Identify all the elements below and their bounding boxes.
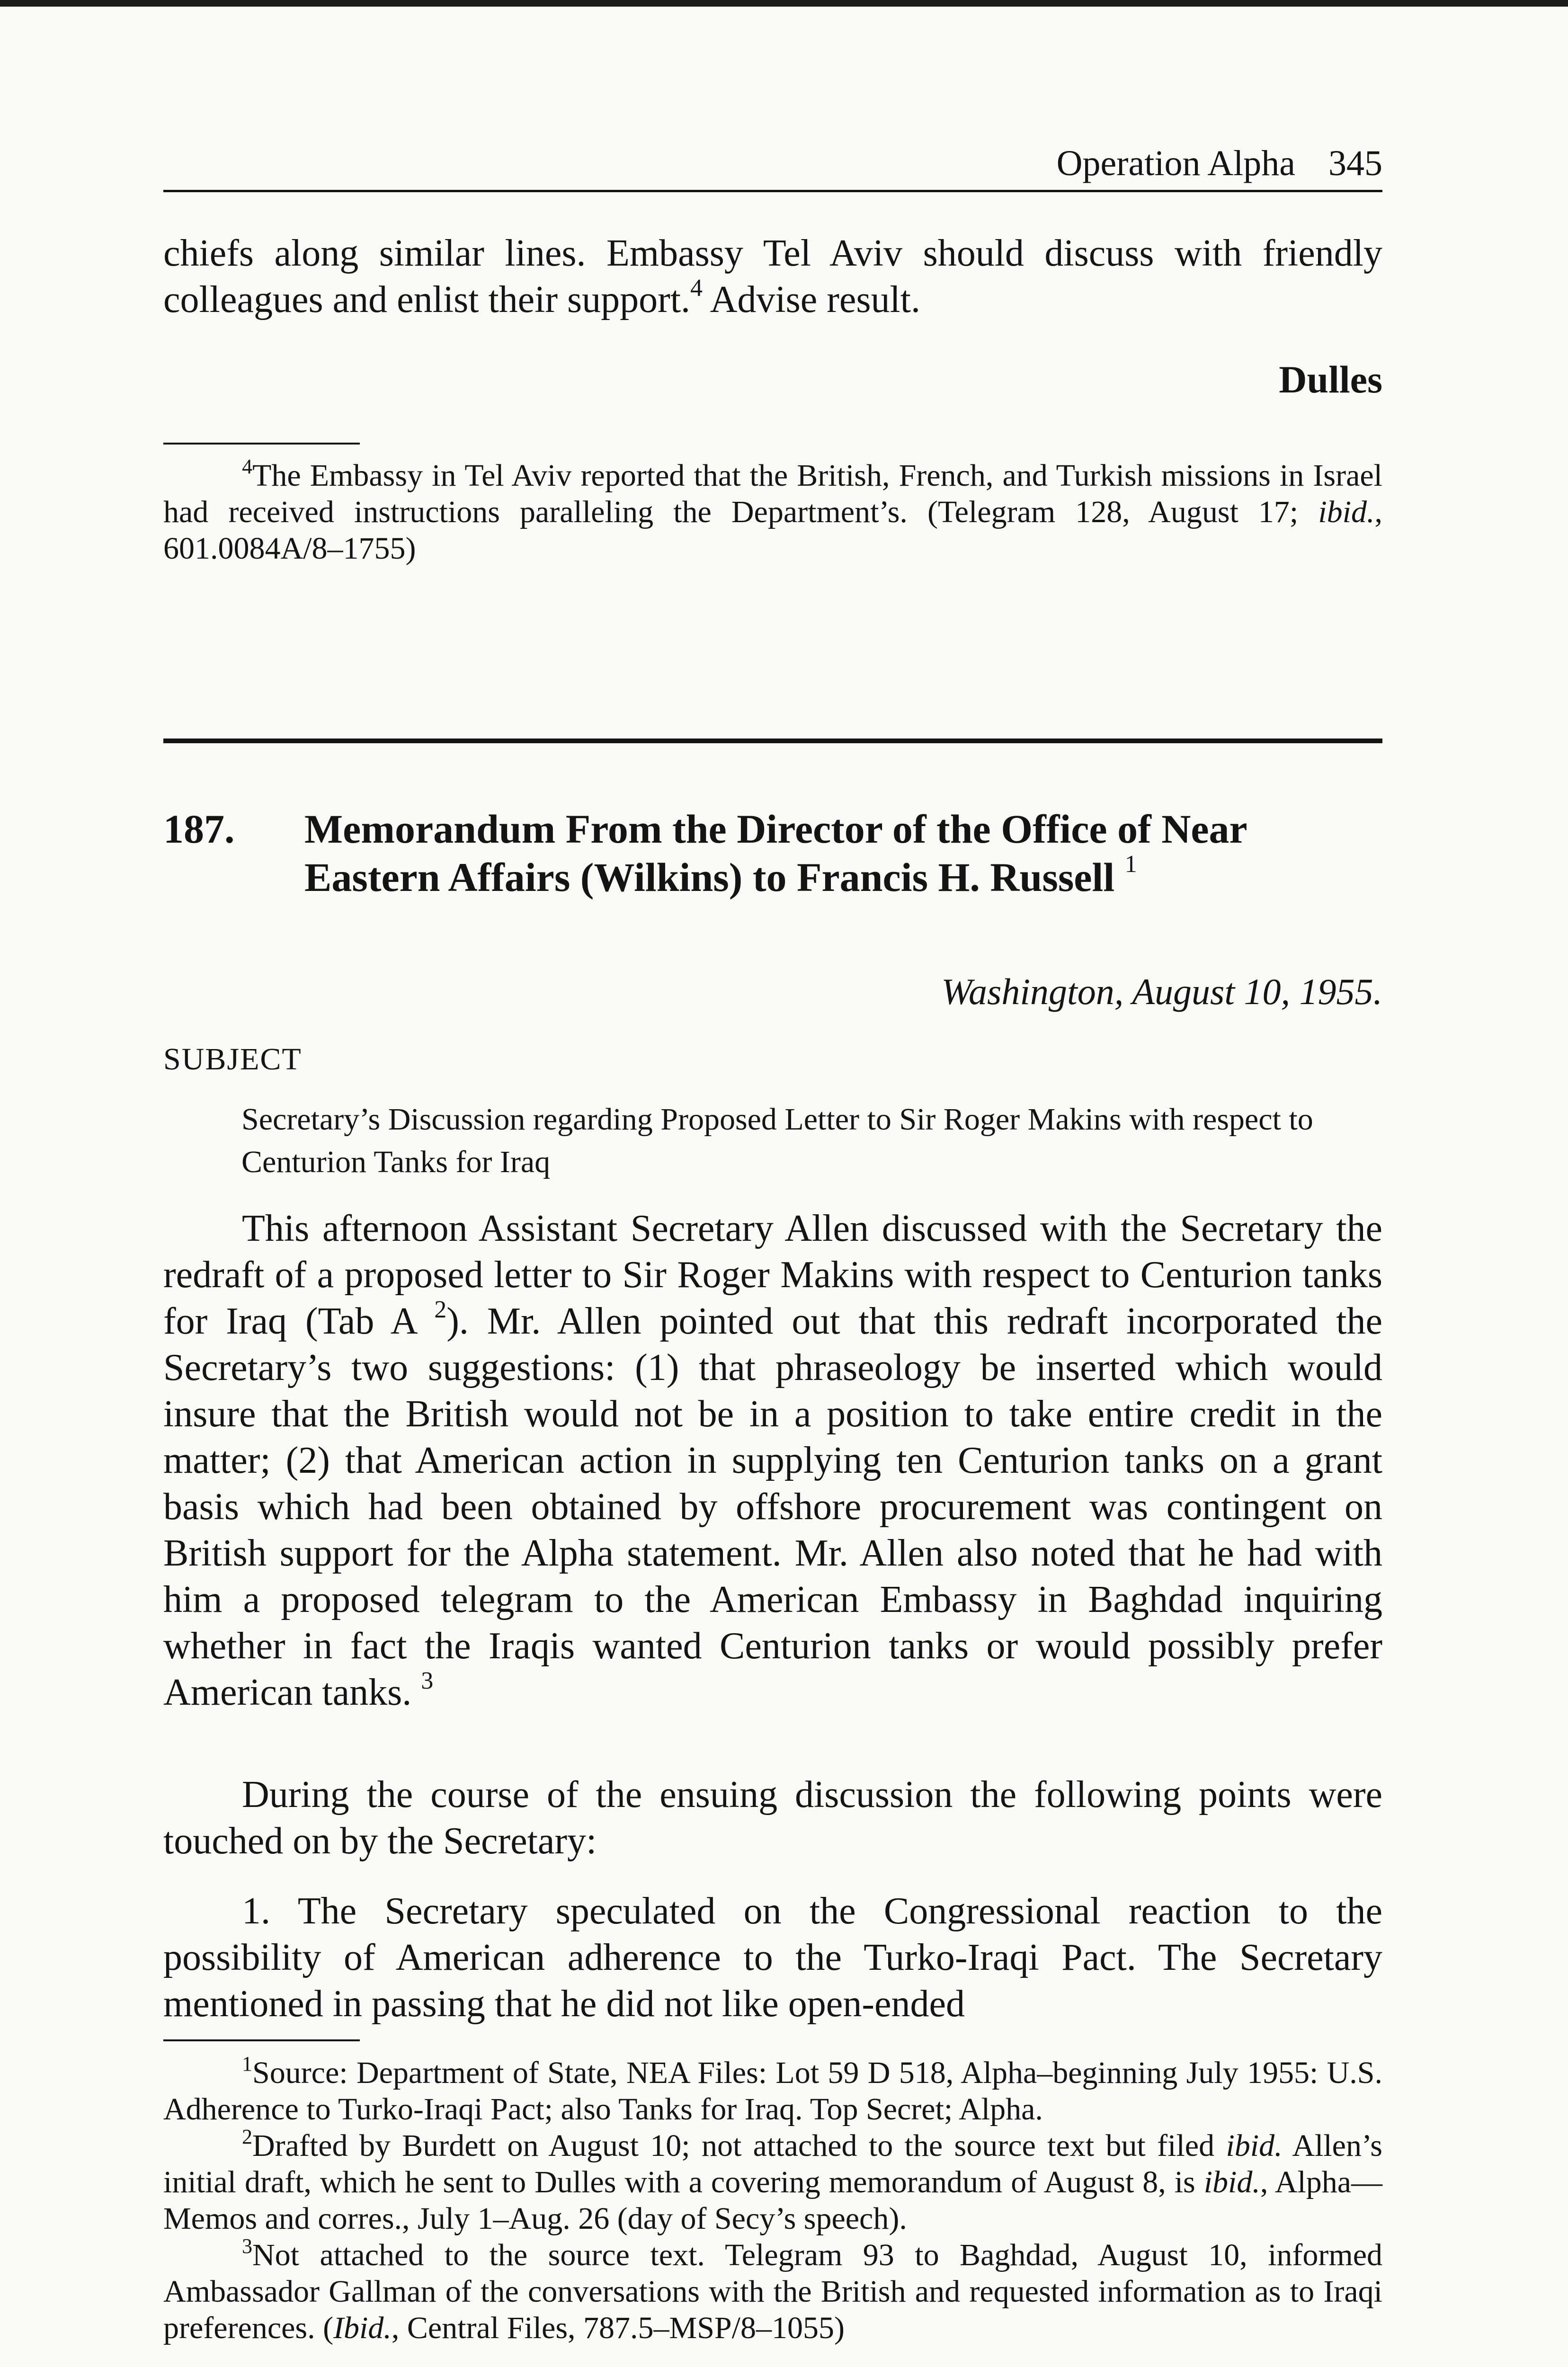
subject-text: Secretary’s Discussion regarding Proposed Letter to Sir Roger Makins with respect to Centurion Tanks for Iraq [241, 1102, 1313, 1179]
paragraph-text: This afternoon Assistant Secretary Allen discussed with the Secretary the redraft of a proposed letter to Sir Roger Makins with respect to Centurion tanks for Iraq (Tab A [163, 1208, 1382, 1342]
ibid: ibid. [1226, 2128, 1283, 2163]
footnote-rule [163, 443, 360, 445]
running-header [1057, 140, 1382, 187]
document-title [304, 805, 1382, 901]
footnote-text: Source: Department of State, NEA Files: Lot 59 D 518, Alpha–beginning July 1955: U.S. Adherence to Turko-Iraqi Pact; also Tanks for Iraq. Top Secret; Alpha. [163, 2056, 1382, 2127]
footnote-marker: 3 [242, 2234, 252, 2258]
footnote-rule [163, 2039, 360, 2041]
footnote-4 [163, 457, 1382, 567]
document-separator-rule [163, 739, 1382, 743]
ibid: ibid. [1318, 495, 1375, 529]
footnote-ref: 2 [434, 1296, 447, 1323]
footnote-3 [163, 2234, 1382, 2346]
paragraph-1 [163, 1205, 1382, 1716]
footnote-text: , Central Files, 787.5–MSP/8–1055) [391, 2311, 845, 2345]
footnote-ref: 4 [690, 275, 703, 302]
paragraph-2: During the course of the ensuing discussion the following points were touched on by the Secretary: [163, 1774, 1382, 1862]
footnote-ref: 3 [421, 1667, 434, 1694]
scan-top-edge [0, 0, 1568, 7]
paragraph-3: 1. The Secretary speculated on the Congressional reaction to the possibility of American adherence to the Turko-Iraqi Pact. The Secretary mentioned in passing that he did not like open-ended [163, 1890, 1382, 2025]
ibid: Ibid. [333, 2311, 392, 2345]
signature: Dulles [1279, 358, 1382, 401]
dateline: Washington, August 10, 1955. [941, 971, 1382, 1012]
footnote-text: , Alpha—Memos and corres., July 1–Aug. 26 (day of Secy’s speech). [163, 2165, 1383, 2236]
closing-text: chiefs along similar lines. Embassy Tel Aviv should discuss with friendly colleagues and enlist their support. [163, 232, 1382, 320]
footnote-marker: 4 [242, 455, 252, 478]
subject-label: SUBJECT [163, 1042, 302, 1077]
footnote-text: Allen’s initial draft, which he sent to Dulles with a covering memorandum of August 8, is [163, 2128, 1382, 2199]
footnote-text: , 601.0084A/8–1755) [163, 495, 1382, 566]
footnote-1 [163, 2052, 1382, 2127]
footnote-marker: 1 [242, 2052, 252, 2075]
footnote-2 [163, 2127, 1382, 2237]
footnote-ref: 1 [1124, 851, 1137, 878]
footnote-marker: 2 [242, 2125, 252, 2148]
footnote-text: Not attached to the source text. Telegram 93 to Baghdad, August 10, informed Ambassador Gallman of the conversations with the British and requested information as to Iraqi preferences. ( [163, 2238, 1382, 2345]
header-rule [163, 190, 1382, 192]
document-number: 187. [163, 806, 235, 852]
footnote-text: Drafted by Burdett on August 10; not attached to the source text but filed [252, 2128, 1226, 2163]
paragraph-text: ). Mr. Allen pointed out that this redraft incorporated the Secretary’s two suggestions: (1) that phraseology be inserted which would insure that the British would not be in a position to take entire credit in the matter; (2) that American action in supplying ten Centurion tanks on a grant basis which had been obtained by offshore procurement was contingent on British support for the Alpha statement. Mr. Allen also noted that he had with him a proposed telegram to the American Embassy in Baghdad inquiring whether in fact the Iraqis wanted Centurion tanks or would possibly prefer American tanks. [163, 1300, 1382, 1713]
previous-document-closing [163, 230, 1382, 323]
closing-text-end: Advise result. [703, 279, 921, 320]
document-title-text: Memorandum From the Director of the Office of Near Eastern Affairs (Wilkins) to Francis H. Russell [304, 806, 1247, 900]
running-header-title: Operation Alpha [1056, 143, 1295, 183]
footnote-text: The Embassy in Tel Aviv reported that the British, French, and Turkish missions in Israel had received instructions paralleling the Department’s. (Telegram 128, August 17; [163, 458, 1382, 529]
ibid: ibid. [1203, 2165, 1260, 2199]
page-number: 345 [1328, 143, 1382, 183]
